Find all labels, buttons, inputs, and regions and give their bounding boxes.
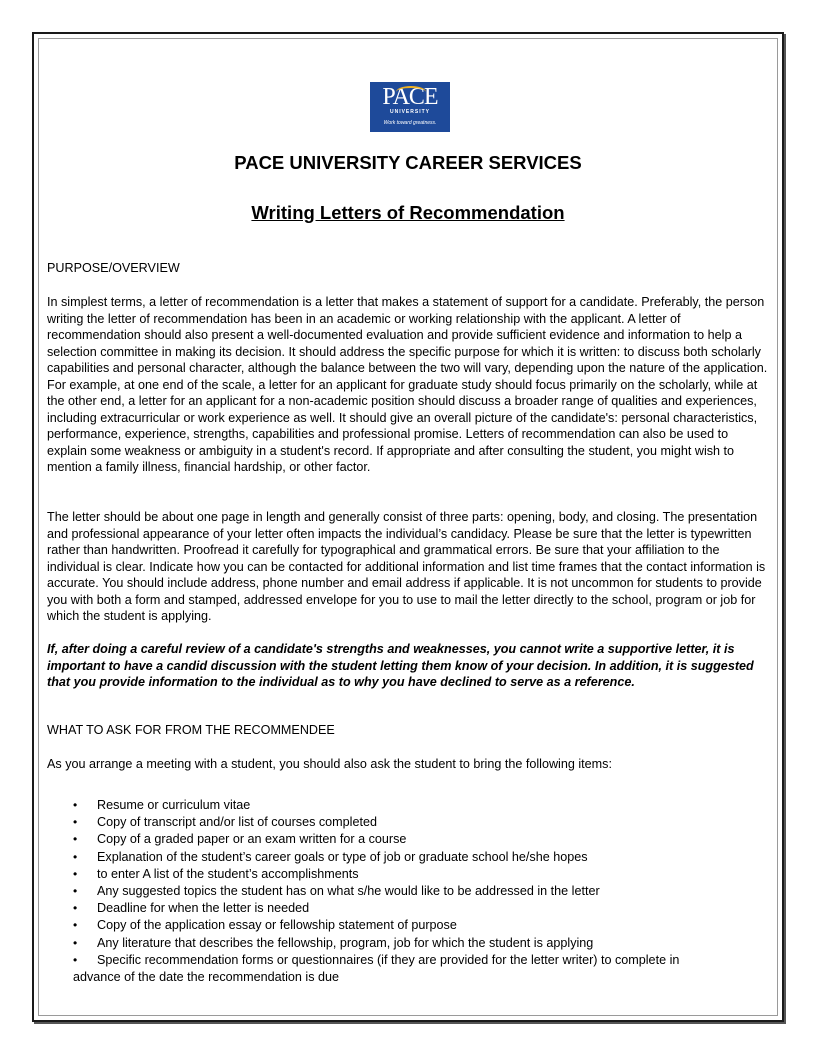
bullet-icon: •: [73, 884, 78, 899]
list-item: [47, 952, 771, 986]
pace-university-logo: [370, 82, 450, 132]
bullet-icon: •: [73, 849, 78, 864]
paragraph-intro-items: As you arrange a meeting with a student, you should also ask the student to bring the following items:: [47, 757, 612, 771]
logo-swoosh-icon: [396, 86, 426, 98]
section-heading-what-to-ask: WHAT TO ASK FOR FROM THE RECOMMENDEE: [47, 723, 335, 737]
items-list: [47, 797, 771, 986]
list-item: [47, 917, 771, 934]
bullet-icon: •: [73, 798, 78, 812]
paragraph-supportive-letter: If, after doing a careful review of a candidate's strengths and weaknesses, you cannot write a supportive letter, it is important to have a candid discussion with the student letting them know of your decision. In addition, it is suggested that you provide information to the individual as to why you have declined to serve as a reference.: [47, 642, 754, 689]
logo-word: PACE: [382, 84, 438, 110]
list-item: [47, 900, 771, 917]
bullet-icon: •: [73, 832, 78, 847]
list-item-text: to enter A list of the student’s accomplishments: [97, 866, 359, 881]
bullet-icon: •: [73, 866, 78, 881]
list-item: [47, 866, 771, 883]
list-item: [47, 849, 771, 866]
logo-tagline: Work toward greatness.: [383, 120, 437, 126]
bullet-icon: •: [73, 935, 78, 950]
list-item-text: Resume or curriculum vitae: [97, 798, 251, 812]
list-item: [47, 814, 771, 831]
list-item-text: Any suggested topics the student has on what s/he would like to be addressed in the letter: [97, 884, 600, 899]
page-subtitle: Writing Letters of Recommendation: [251, 202, 565, 223]
list-item-text-continued: advance of the date the recommendation is due: [73, 970, 340, 985]
logo-subtitle: UNIVERSITY: [389, 109, 430, 115]
page-title: PACE UNIVERSITY CAREER SERVICES: [234, 152, 582, 173]
list-item-text: Deadline for when the letter is needed: [97, 901, 310, 916]
bullet-icon: •: [73, 815, 78, 830]
list-item-text: Copy of the application essay or fellowship statement of purpose: [97, 918, 457, 933]
list-item: [47, 883, 771, 900]
list-item-text: Any literature that describes the fellowship, program, job for which the student is applying: [97, 935, 594, 950]
bullet-icon: •: [73, 918, 78, 933]
paragraph-format: The letter should be about one page in length and generally consist of three parts: opening, body, and closing. The presentation and professional appearance of your letter often impacts the individual’s candidacy. Please be sure that the letter is typewritten rather than handwritten. Proofread it carefully for typographical and grammatical errors. Be sure that your affiliation to the individual is clear. Indicate how you can be contacted for additional information and list time frames that the contact information is accurate. You should include address, phone number and email address if applicable. It is not uncommon for students to provide you with both a form and stamped, addressed envelope for you to use to mail the letter directly to the school, program or job for which the student is applying.: [47, 510, 766, 623]
bullet-icon: •: [73, 901, 78, 916]
section-heading-purpose: PURPOSE/OVERVIEW: [47, 261, 180, 275]
list-item-text: Specific recommendation forms or questionnaires (if they are provided for the letter writer) to complete in: [97, 952, 680, 967]
list-item: [47, 797, 771, 814]
list-item: [47, 935, 771, 952]
list-item-text: Explanation of the student’s career goals or type of job or graduate school he/she hopes: [97, 849, 588, 864]
paragraph-purpose: In simplest terms, a letter of recommendation is a letter that makes a statement of support for a candidate. Preferably, the person writing the letter of recommendation has been in an academic or working relationship with the applicant. A letter of recommendation should also present a well-documented evaluation and provide sufficient evidence and information to help a selection committee in making its decision. It should address the specific purpose for which it is written: to discuss both scholarly capabilities and personal character, although the balance between the two will vary, depending upon the nature of the application. For example, at one end of the scale, a letter for an applicant for graduate study should focus primarily on the scholarly, while at the other end, a letter for an applicant for a non-academic position should discuss a broader range of qualities and experiences, including extracurricular or work experience as well. It should give an overall picture of the candidate's: personal characteristics, performance, experience, strengths, capabilities and professional promise. Letters of recommendation can also be used to explain some weakness or ambiguity in a student's record. If appropriate and after consulting the student, you might wish to mention a family illness, financial hardship, or other factor.: [47, 295, 768, 474]
bullet-icon: •: [73, 952, 78, 967]
list-item-text: Copy of transcript and/or list of courses completed: [97, 815, 377, 830]
list-item-text: Copy of a graded paper or an exam written for a course: [97, 832, 407, 847]
list-item: [47, 831, 771, 848]
